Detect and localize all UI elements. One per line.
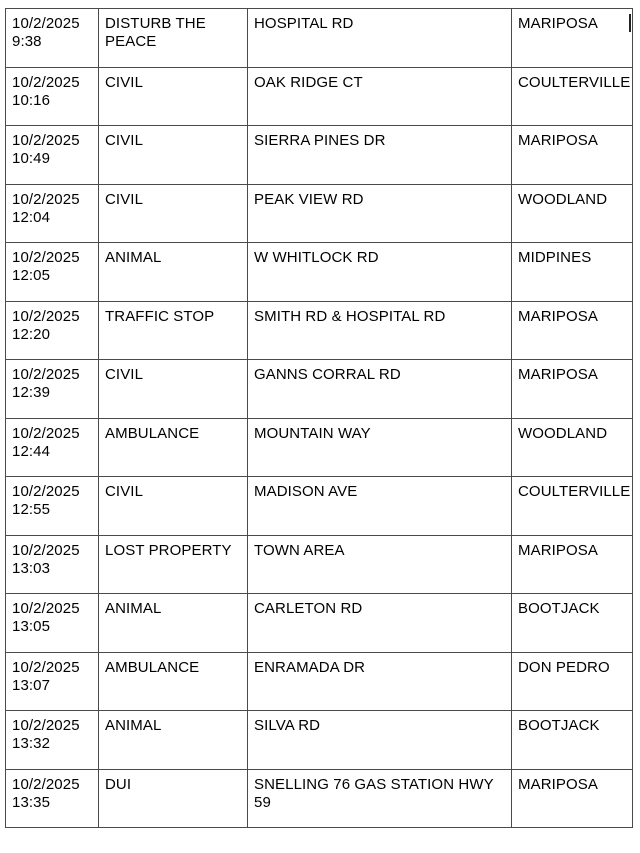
call-time: 9:38 xyxy=(12,33,42,50)
location-cell: SMITH RD & HOSPITAL RD xyxy=(248,301,512,360)
call-date: 10/2/2025 xyxy=(12,73,80,91)
table-row xyxy=(6,301,633,360)
city-cell: MARIPOSA xyxy=(512,9,633,68)
datetime-cell xyxy=(6,594,99,653)
location-cell: SNELLING 76 GAS STATION HWY 59 xyxy=(248,769,512,828)
call-log-body xyxy=(6,9,633,828)
call-type-cell: ANIMAL xyxy=(99,711,248,770)
datetime-cell xyxy=(6,477,99,536)
call-time: 10:49 xyxy=(12,150,51,167)
table-row xyxy=(6,594,633,653)
location-cell: SILVA RD xyxy=(248,711,512,770)
call-type-cell: DISTURB THE PEACE xyxy=(99,9,248,68)
call-date: 10/2/2025 xyxy=(12,132,80,149)
table-row xyxy=(6,126,633,185)
location-cell: PEAK VIEW RD xyxy=(248,184,512,243)
call-date: 10/2/2025 xyxy=(12,541,80,559)
table-row xyxy=(6,67,633,126)
table-row xyxy=(6,769,633,828)
table-row xyxy=(6,9,633,68)
table-row xyxy=(6,184,633,243)
city-cell: BOOTJACK xyxy=(512,711,633,770)
datetime-cell xyxy=(6,67,99,126)
call-date: 10/2/2025 xyxy=(12,424,80,442)
call-time: 13:05 xyxy=(12,618,51,635)
datetime-cell xyxy=(6,184,99,243)
city-cell: MARIPOSA xyxy=(512,535,633,594)
call-date: 10/2/2025 xyxy=(12,366,80,383)
call-time: 10:16 xyxy=(12,91,51,109)
location-cell: MADISON AVE xyxy=(248,477,512,536)
datetime-cell xyxy=(6,243,99,302)
call-date: 10/2/2025 xyxy=(12,483,80,500)
call-date: 10/2/2025 xyxy=(12,717,80,734)
location-cell: W WHITLOCK RD xyxy=(248,243,512,302)
city-cell: MARIPOSA xyxy=(512,301,633,360)
call-date: 10/2/2025 xyxy=(12,15,80,32)
location-cell: CARLETON RD xyxy=(248,594,512,653)
city-cell: DON PEDRO xyxy=(512,652,633,711)
table-row xyxy=(6,535,633,594)
call-type-cell: CIVIL xyxy=(99,67,248,126)
location-cell: OAK RIDGE CT xyxy=(248,67,512,126)
location-cell: HOSPITAL RD xyxy=(248,9,512,68)
datetime-cell xyxy=(6,301,99,360)
table-row xyxy=(6,711,633,770)
call-type-cell: DUI xyxy=(99,769,248,828)
city-cell: WOODLAND xyxy=(512,184,633,243)
call-date: 10/2/2025 xyxy=(12,190,80,208)
datetime-cell xyxy=(6,769,99,828)
city-cell: WOODLAND xyxy=(512,418,633,477)
call-time: 13:35 xyxy=(12,793,51,811)
call-time: 12:04 xyxy=(12,208,51,226)
table-row xyxy=(6,652,633,711)
call-type-cell: AMBULANCE xyxy=(99,418,248,477)
table-row xyxy=(6,477,633,536)
city-cell: MIDPINES xyxy=(512,243,633,302)
location-cell: SIERRA PINES DR xyxy=(248,126,512,185)
call-time: 13:07 xyxy=(12,676,51,694)
location-cell: GANNS CORRAL RD xyxy=(248,360,512,419)
call-type-cell: CIVIL xyxy=(99,477,248,536)
call-time: 13:03 xyxy=(12,559,51,577)
city-cell: COULTERVILLE xyxy=(512,477,633,536)
call-log-table xyxy=(5,8,633,828)
city-cell: MARIPOSA xyxy=(512,360,633,419)
location-cell: ENRAMADA DR xyxy=(248,652,512,711)
call-time: 12:55 xyxy=(12,501,51,518)
call-time: 13:32 xyxy=(12,735,51,752)
table-row xyxy=(6,243,633,302)
call-type-cell: ANIMAL xyxy=(99,243,248,302)
call-type-cell: CIVIL xyxy=(99,184,248,243)
city-cell: MARIPOSA xyxy=(512,769,633,828)
call-time: 12:20 xyxy=(12,325,51,343)
city-cell: BOOTJACK xyxy=(512,594,633,653)
call-type-cell: CIVIL xyxy=(99,360,248,419)
call-date: 10/2/2025 xyxy=(12,658,80,676)
datetime-cell xyxy=(6,535,99,594)
call-type-cell: ANIMAL xyxy=(99,594,248,653)
datetime-cell xyxy=(6,360,99,419)
location-cell: MOUNTAIN WAY xyxy=(248,418,512,477)
call-date: 10/2/2025 xyxy=(12,249,80,266)
location-cell: TOWN AREA xyxy=(248,535,512,594)
call-type-cell: AMBULANCE xyxy=(99,652,248,711)
call-type-cell: TRAFFIC STOP xyxy=(99,301,248,360)
table-row xyxy=(6,418,633,477)
datetime-cell xyxy=(6,126,99,185)
call-date: 10/2/2025 xyxy=(12,307,80,325)
call-date: 10/2/2025 xyxy=(12,600,80,617)
table-row xyxy=(6,360,633,419)
call-time: 12:44 xyxy=(12,442,51,460)
call-time: 12:39 xyxy=(12,384,51,401)
city-cell: COULTERVILLE xyxy=(512,67,633,126)
datetime-cell xyxy=(6,652,99,711)
datetime-cell xyxy=(6,418,99,477)
call-type-cell: LOST PROPERTY xyxy=(99,535,248,594)
datetime-cell xyxy=(6,711,99,770)
city-cell: MARIPOSA xyxy=(512,126,633,185)
page-edge-mark xyxy=(629,14,631,32)
call-date: 10/2/2025 xyxy=(12,775,80,793)
call-type-cell: CIVIL xyxy=(99,126,248,185)
datetime-cell xyxy=(6,9,99,68)
call-time: 12:05 xyxy=(12,267,51,284)
